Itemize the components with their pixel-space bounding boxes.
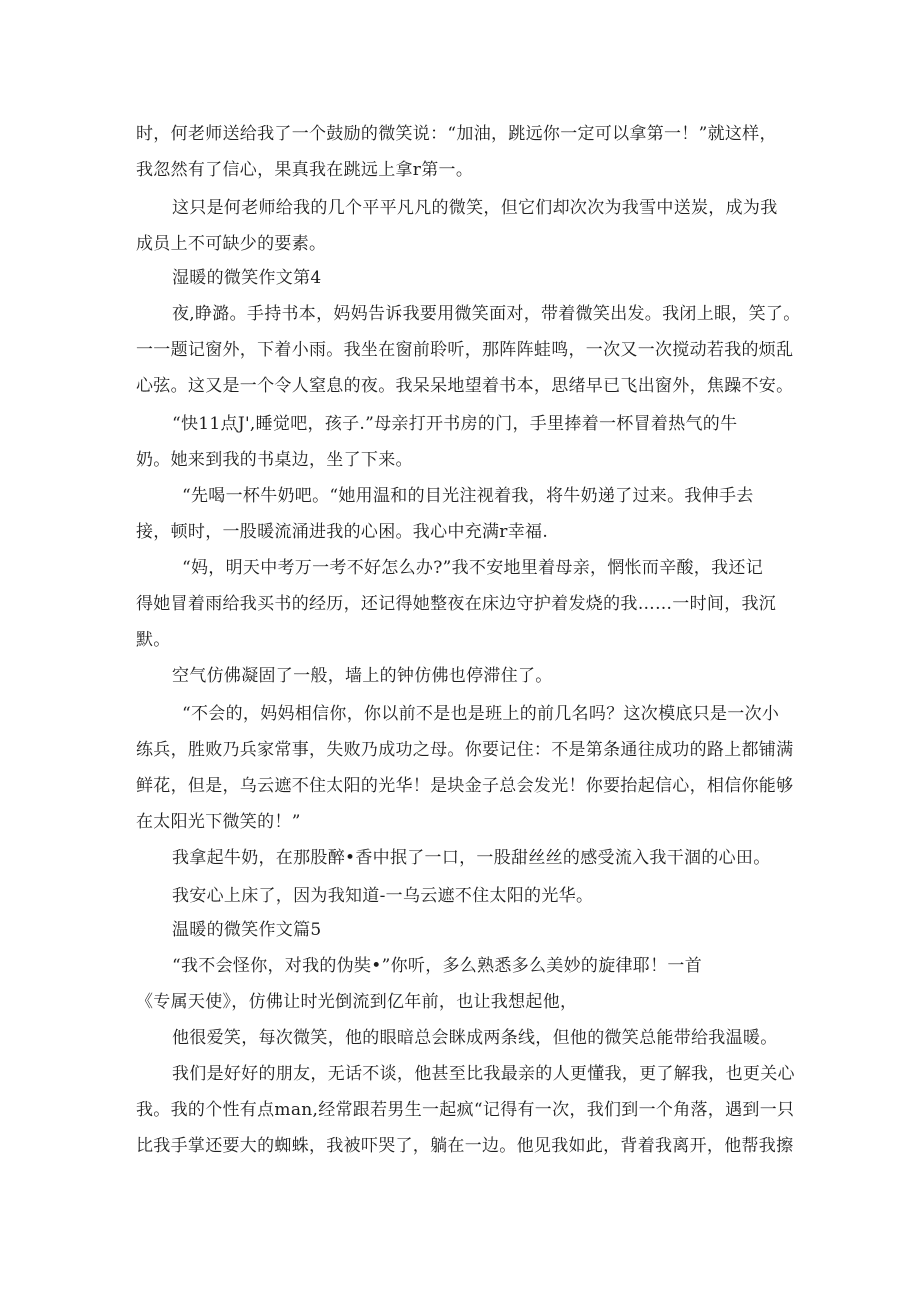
text-line: 他很爱笑，每次微笑，他的眼暗总会眯成两条线，但他的微笑总能带给我温暖。 xyxy=(172,1028,778,1048)
text-line: “不会的，妈妈相信你，你以前不是也是班上的前几名吗？这次模底只是一次小 xyxy=(182,704,780,724)
text-line: 在太阳光下微笑的！” xyxy=(136,812,301,832)
text-line: “妈，明天中考万一考不好怎么办?”我不安地里着母亲，惘怅而辛酸，我还记 xyxy=(182,558,763,578)
text-line: 练兵，胜败乃兵家常事，失败乃成功之母。你要记住：不是第条通往成功的路上都铺满 xyxy=(136,740,794,760)
text-line: 这只是何老师给我的几个平平凡凡的微笑，但它们却次次为我雪中送炭，成为我 xyxy=(172,198,778,218)
text-line: 奶。她来到我的书桌边，坐了下来。 xyxy=(136,450,413,470)
section-heading: 湿暖的微笑作文第4 xyxy=(172,268,322,288)
section-heading: 温暖的微笑作文篇5 xyxy=(172,920,322,940)
text-line: “先喝一杯牛奶吧。“她用温和的目光注视着我，将牛奶递了过来。我伸手去 xyxy=(182,486,754,506)
text-line: 鲜花，但是，乌云遮不住太阳的光华！是块金子总会发光！你要抬起信心，相信你能够 xyxy=(136,776,794,796)
text-line: 接，顿时，一股暖流涌进我的心困。我心中充满r幸福. xyxy=(136,522,549,542)
text-line: 我安心上床了，因为我知道-一乌云遮不住太阳的光华。 xyxy=(172,886,594,906)
text-line: 《专属天使》，仿佛让时光倒流到亿年前，也让我想起他， xyxy=(136,992,578,1012)
text-line: 默。 xyxy=(136,630,171,650)
text-line: 空气仿佛凝固了一般，墙上的钟仿佛也停滞住了。 xyxy=(172,666,553,686)
text-line: 成员上不可缺少的要素。 xyxy=(136,234,327,254)
text-line: 我。我的个性有点man,经常跟若男生一起疯“记得有一次，我们到一个角落，遇到一只 xyxy=(136,1100,795,1120)
text-line: 我拿起牛奶，在那股醉•香中抿了一口，一股甜丝丝的感受流入我干涸的心田。 xyxy=(172,848,771,868)
text-line: 夜,睁潞。手持书本，妈妈告诉我要用微笑面对，带着微笑出发。我闭上眼，笑了。 xyxy=(172,304,801,324)
text-line: 心弦。这又是一个令人窒息的夜。我呆呆地望着书本，思绪早已飞出窗外，焦躁不安。 xyxy=(136,376,794,396)
text-line: 得她冒着雨给我买书的经历，还记得她整夜在床边守护着发烧的我……一时间，我沉 xyxy=(136,594,777,614)
text-line: 我忽然有了信心，果真我在跳远上拿r第一。 xyxy=(136,160,474,180)
text-line: 时，何老师送给我了一个鼓励的微笑说：“加油，跳远你一定可以拿第一！”就这样， xyxy=(136,124,777,144)
text-line: 比我手掌还要大的蜘蛛，我被吓哭了，躺在一边。他见我如此，背着我离开，他帮我擦 xyxy=(136,1136,794,1156)
text-line: “快11点J',睡觉吧，孩子.”母亲打开书房的门，手里捧着一杯冒着热气的牛 xyxy=(172,414,738,434)
text-line: 一一题记窗外，下着小雨。我坐在窗前聆听，那阵阵蛙鸣，一次又一次搅动若我的烦乱 xyxy=(136,340,794,360)
text-line: “我不会怪你，对我的伪奘•”你听，多么熟悉多么美妙的旋律耶！一首 xyxy=(172,956,703,976)
text-line: 我们是好好的朋友，无话不谈，他甚至比我最亲的人更懂我，更了解我，也更关心 xyxy=(172,1064,795,1084)
